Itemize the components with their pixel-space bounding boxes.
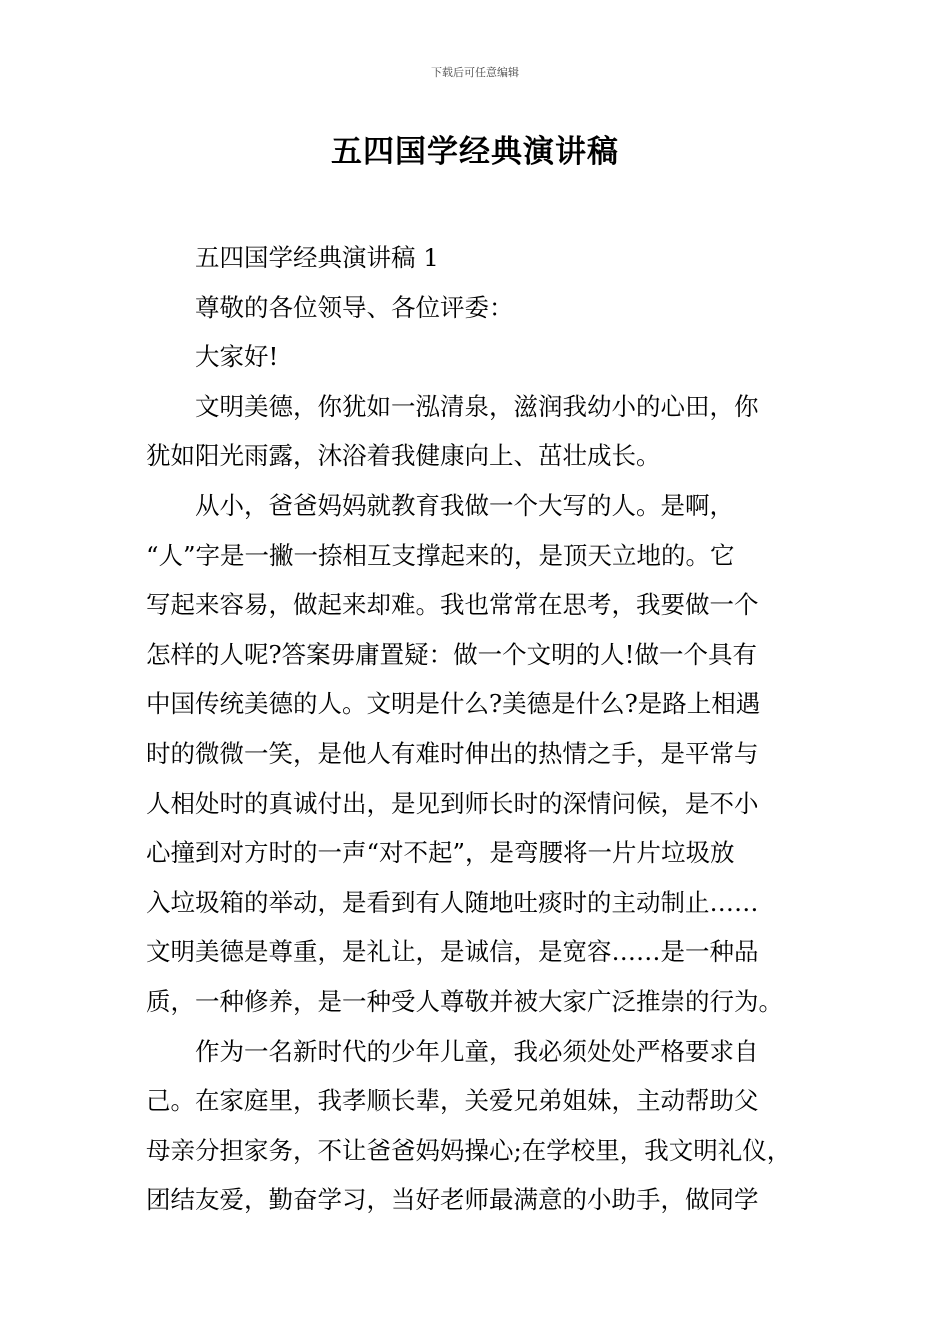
paragraph-subtitle: 五四国学经典演讲稿 1: [195, 243, 439, 272]
paragraph-body: 文明美德，你犹如一泓清泉，滋润我幼小的心田，你 犹如阳光雨露，沐浴着我健康向上、茁壮成长。: [146, 391, 759, 471]
paragraph-body: 作为一名新时代的少年儿童，我必须处处严格要求自 己。在家庭里，我孝顺长辈，关爱兄弟姐妹，主动帮助父 母亲分担家务，不让爸爸妈妈操心;在学校里，我文明礼仪， 团结友爱，勤奋学习，当好老师最满意的小助手，做同学: [146, 1036, 792, 1215]
document-title: 五四国学经典演讲稿: [331, 134, 619, 170]
paragraph-salutation: 尊敬的各位领导、各位评委：: [195, 292, 514, 322]
header-note: 下载后可任意编辑: [431, 66, 519, 79]
paragraph-body: 从小，爸爸妈妈就教育我做一个大写的人。是啊， “人”字是一撇一捺相互支撑起来的，是顶天立地的。它 写起来容易，做起来却难。我也常常在思考，我要做一个 怎样的人呢?答案毋庸置疑：做一个文明的人!做一个具有 中国传统美德的人。文明是什么?美德是什么?是路上相遇 时的微微一笑，是他人有难时伸出的热情之手，是平常与 人相处时的真诚付出，是见到师长时的深情问候，是不小 心撞到对方时的一声“对不起”，是弯腰将一片片垃圾放 入垃圾箱的举动，是看到有人随地吐痰时的主动制止…… 文明美德是尊重，是礼让，是诚信，是宽容……是一种品 质，一种修养，是一种受人尊敬并被大家广泛推崇的行为。: [146, 490, 783, 1016]
document-body: [146, 233, 826, 1225]
paragraph-greeting: 大家好!: [195, 342, 279, 372]
